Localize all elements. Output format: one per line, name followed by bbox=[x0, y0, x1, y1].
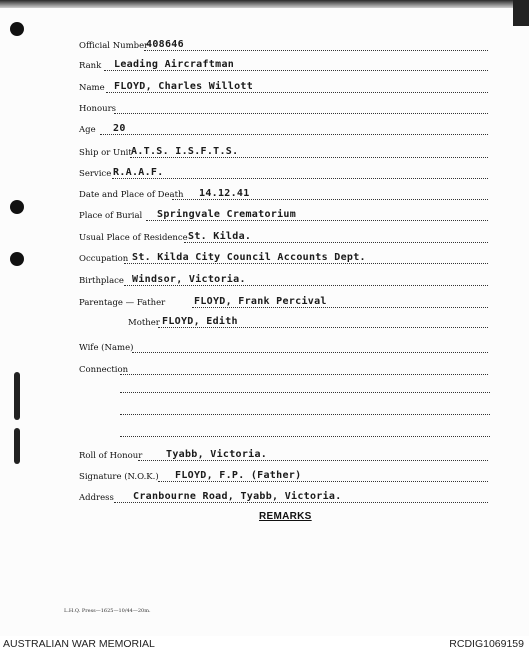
archive-footer bbox=[0, 636, 529, 653]
scan-corner-shadow bbox=[513, 0, 529, 26]
dotted-line bbox=[144, 49, 488, 51]
footer-archive-name: AUSTRALIAN WAR MEMORIAL bbox=[3, 638, 155, 650]
parentage-father-label: Parentage — Father bbox=[79, 298, 166, 308]
honours-label: Honours bbox=[79, 104, 117, 114]
dotted-line bbox=[132, 351, 488, 353]
mother-value: FLOYD, Edith bbox=[162, 316, 238, 327]
signature-label: Signature (N.O.K.) bbox=[79, 472, 159, 482]
roll-of-honour-label: Roll of Honour bbox=[79, 451, 143, 461]
rank-value: Leading Aircraftman bbox=[114, 59, 235, 70]
punch-hole bbox=[10, 200, 24, 214]
binder-clip-mark bbox=[14, 372, 20, 420]
wife-label: Wife (Name) bbox=[79, 343, 134, 353]
ship-unit-value: A.T.S. I.S.F.T.S. bbox=[131, 146, 239, 157]
binder-clip-mark bbox=[14, 428, 20, 464]
remarks-heading: REMARKS bbox=[259, 511, 312, 522]
connection-label: Connection bbox=[79, 365, 129, 375]
residence-label: Usual Place of Residence bbox=[79, 233, 188, 243]
punch-hole bbox=[10, 252, 24, 266]
birthplace-label: Birthplace bbox=[79, 276, 124, 286]
burial-value: Springvale Crematorium bbox=[157, 209, 297, 220]
ship-unit-label: Ship or Unit bbox=[79, 148, 132, 158]
official-number-value: 408646 bbox=[146, 39, 184, 50]
dotted-line bbox=[112, 177, 488, 179]
occupation-value: St. Kilda City Council Accounts Dept. bbox=[132, 252, 366, 263]
address-label: Address bbox=[79, 493, 114, 503]
footer-record-id: RCDIG1069159 bbox=[449, 638, 524, 650]
age-value: 20 bbox=[113, 123, 126, 134]
burial-label: Place of Burial bbox=[79, 211, 143, 221]
roll-of-honour-value: Tyabb, Victoria. bbox=[166, 449, 268, 460]
age-label: Age bbox=[79, 125, 96, 135]
death-value: 14.12.41 bbox=[199, 188, 250, 199]
birthplace-value: Windsor, Victoria. bbox=[132, 274, 246, 285]
punch-hole bbox=[10, 22, 24, 36]
connection-blank-line bbox=[120, 413, 490, 415]
signature-value: FLOYD, F.P. (Father) bbox=[175, 470, 302, 481]
death-label: Date and Place of Death bbox=[79, 190, 184, 200]
connection-blank-line bbox=[120, 391, 490, 393]
dotted-line bbox=[100, 133, 488, 135]
service-value: R.A.A.F. bbox=[113, 167, 164, 178]
printer-imprint: L.H.Q. Press—1625—10/44—20m. bbox=[64, 608, 151, 614]
official-number-label: Official Number bbox=[79, 41, 149, 51]
name-label: Name bbox=[79, 83, 105, 93]
father-value: FLOYD, Frank Percival bbox=[194, 296, 327, 307]
occupation-label: Occupation bbox=[79, 254, 129, 264]
residence-value: St. Kilda. bbox=[188, 231, 252, 242]
connection-blank-line bbox=[120, 435, 490, 437]
scan-top-edge bbox=[0, 0, 529, 8]
dotted-line bbox=[120, 373, 488, 375]
name-value: FLOYD, Charles Willott bbox=[114, 81, 254, 92]
service-label: Service bbox=[79, 169, 112, 179]
mother-label: Mother bbox=[128, 318, 160, 328]
dotted-line bbox=[114, 112, 488, 114]
rank-label: Rank bbox=[79, 61, 102, 71]
address-value: Cranbourne Road, Tyabb, Victoria. bbox=[133, 491, 342, 502]
